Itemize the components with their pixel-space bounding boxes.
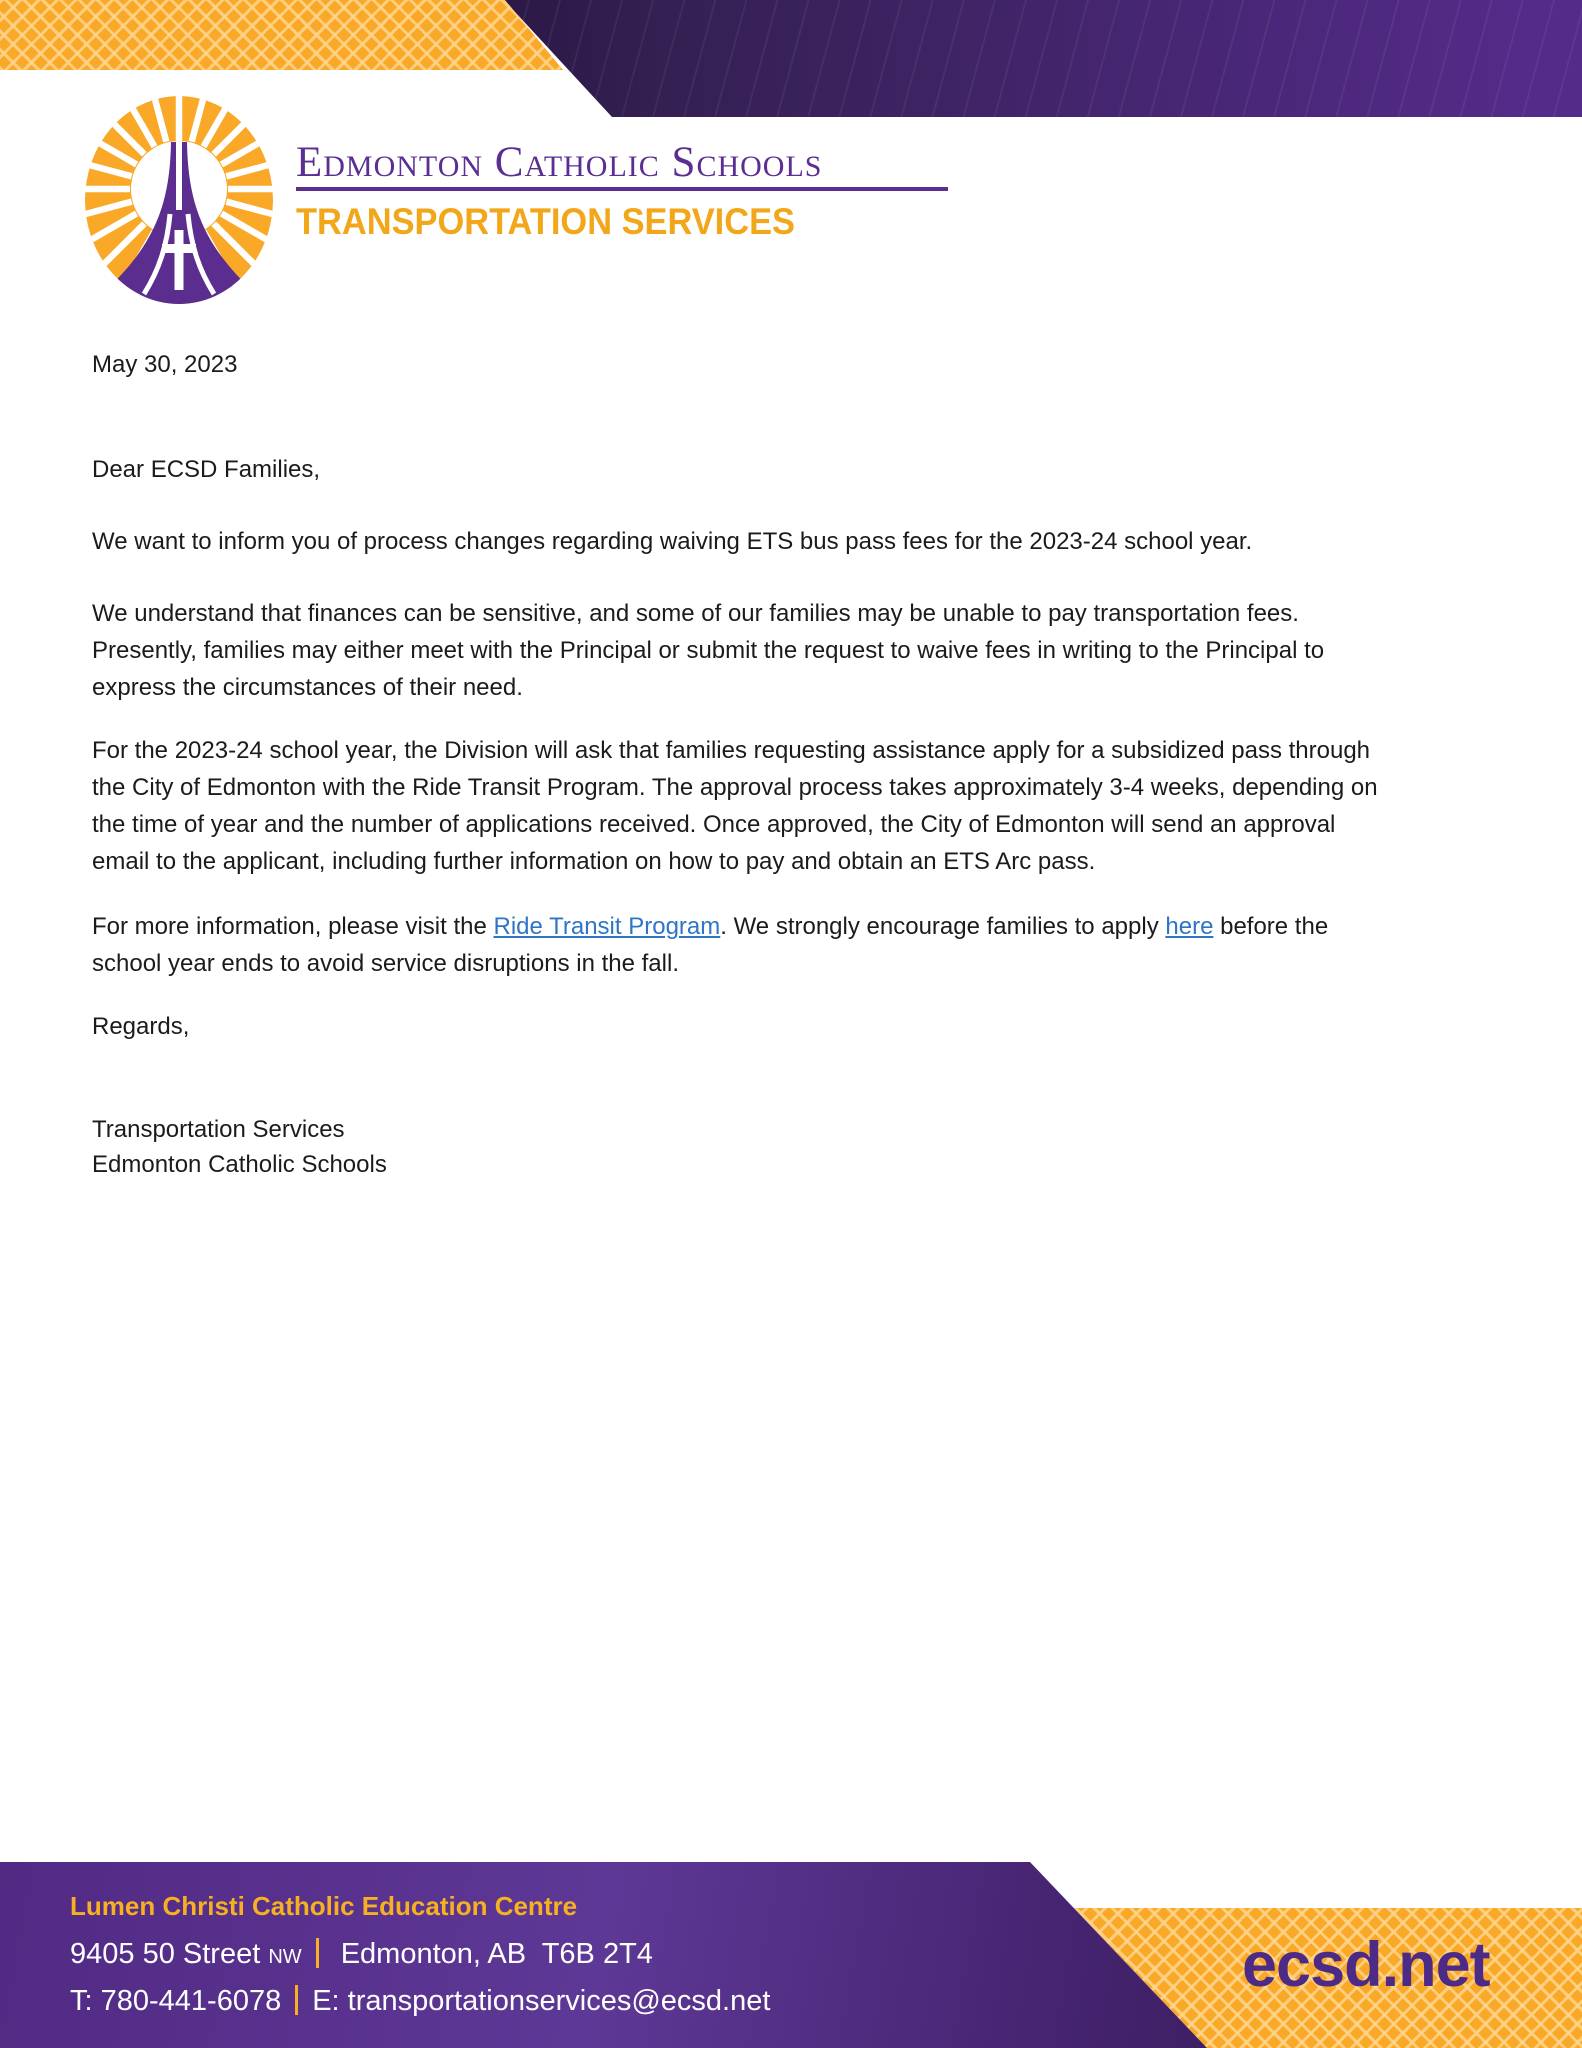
paragraph-4 (92, 908, 1328, 982)
salutation: Dear ECSD Families, (92, 456, 321, 483)
org-name: Edmonton Catholic Schools (296, 139, 823, 186)
footer-street: 9405 50 Street (70, 1938, 269, 1970)
footer-separator-bar (295, 1985, 298, 2015)
paragraph-line: email to the applicant, including further information on how to pay and obtain an ETS Arc pass. (92, 848, 1096, 875)
paragraph-line: the time of year and the number of applications received. Once approved, the City of Edmonton will send an approval (92, 811, 1336, 838)
paragraph-line: We want to inform you of process changes regarding waiving ETS bus pass fees for the 2023-24 school year. (92, 528, 1253, 555)
footer-separator-bar (316, 1938, 319, 1968)
paragraph-line: For the 2023-24 school year, the Division will ask that families requesting assistance apply for a subsidized pass through (92, 737, 1371, 764)
closing: Regards, (92, 1013, 190, 1040)
ride-transit-program-link[interactable]: Ride Transit Program (493, 913, 721, 940)
footer-phone: T: 780-441-6078 (70, 1985, 282, 2017)
footer-address-line (70, 1938, 653, 1971)
paragraph-text: For more information, please visit the (92, 913, 494, 940)
paragraph-3 (92, 732, 1378, 880)
paragraph-text: . We strongly encourage families to apply (720, 913, 1166, 940)
ecsd-sunburst-road-cross-logo-icon (84, 94, 274, 306)
signature-line: Edmonton Catholic Schools (92, 1151, 387, 1178)
department-name: TRANSPORTATION SERVICES (296, 201, 796, 242)
footer-contact-line (70, 1985, 770, 2018)
paragraph-text: before the (1213, 913, 1329, 940)
footer-city: Edmonton, AB T6B 2T4 (332, 1938, 653, 1970)
paragraph-line: the City of Edmonton with the Ride Transit Program. The approval process takes approximately 3-4 weeks, depending on (92, 774, 1378, 801)
signature-line: Transportation Services (92, 1116, 345, 1143)
footer-website[interactable]: ecsd.net (1242, 1930, 1490, 2000)
footer-email[interactable]: E: transportationservices@ecsd.net (312, 1985, 771, 2017)
footer-centre-name: Lumen Christi Catholic Education Centre (70, 1891, 578, 1921)
signature-block (92, 1112, 387, 1182)
paragraph-1 (92, 523, 1252, 560)
paragraph-line: Presently, families may either meet with the Principal or submit the request to waive fees in writing to the Principal to (92, 637, 1325, 664)
paragraph-line (92, 908, 1328, 945)
org-name-underline (296, 187, 948, 191)
paragraph-2 (92, 595, 1324, 706)
apply-here-link[interactable]: here (1165, 913, 1214, 940)
footer-street-direction: NW (268, 1946, 302, 1968)
letter-date: May 30, 2023 (92, 351, 238, 378)
paragraph-line: school year ends to avoid service disruptions in the fall. (92, 950, 679, 977)
paragraph-line: We understand that finances can be sensitive, and some of our families may be unable to pay transportation fees. (92, 600, 1299, 627)
paragraph-line: express the circumstances of their need. (92, 674, 523, 701)
